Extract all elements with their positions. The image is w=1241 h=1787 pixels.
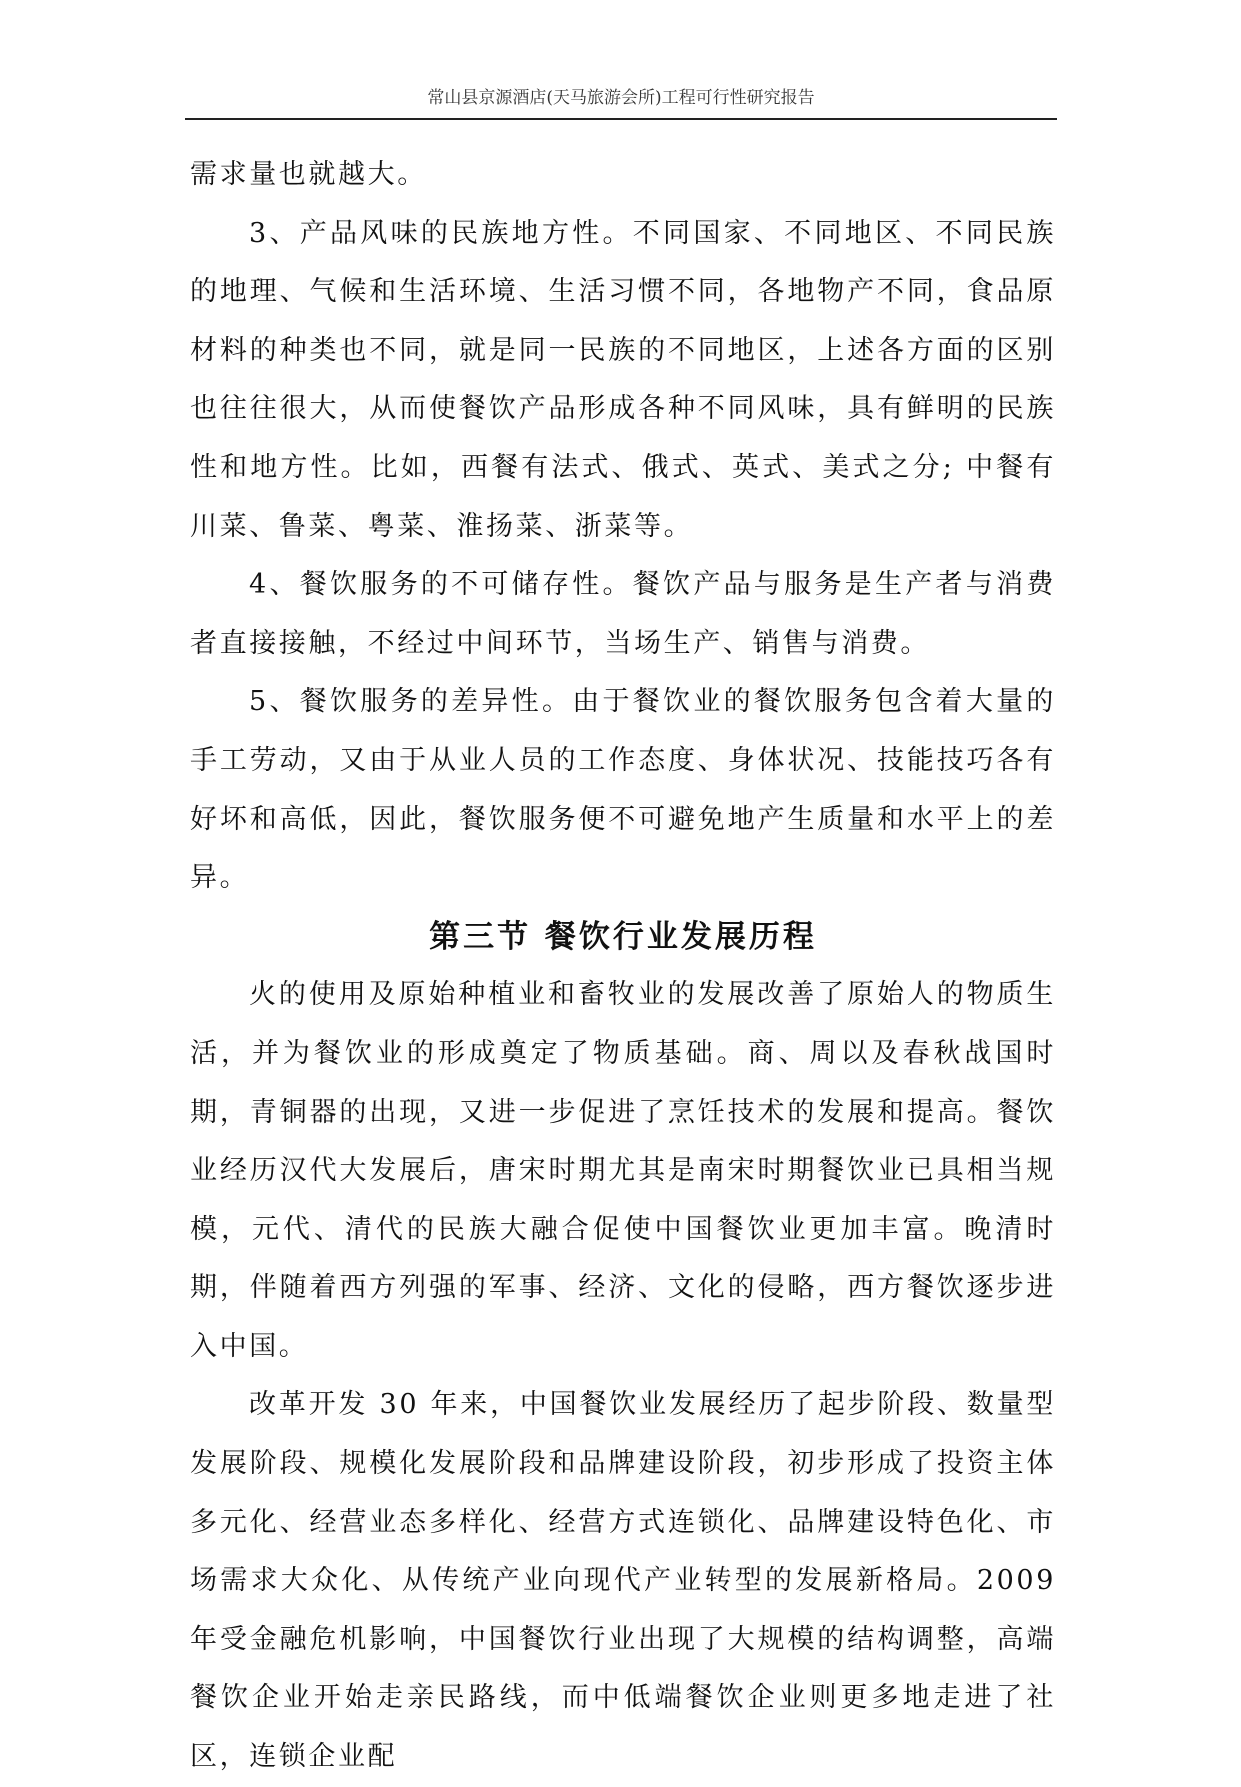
paragraph-continuation: 需求量也就越大。: [190, 159, 427, 190]
paragraph-service-variability: 5、餐饮服务的差异性。由于餐饮业的餐饮服务包含着大量的手工劳动，又由于从业人员的工作态度、身体状况、技能技巧各有好坏和高低，因此，餐饮服务便不可避免地产生质量和水平上的差异。: [190, 686, 1056, 894]
running-header: [185, 86, 1057, 120]
document-body: [190, 146, 1056, 1787]
paragraph-product-flavor: 3、产品风味的民族地方性。不同国家、不同地区、不同民族的地理、气候和生活环境、生活习惯不同，各地物产不同，食品原材料的种类也不同，就是同一民族的不同地区，上述各方面的区别也往往很大，从而使餐饮产品形成各种不同风味，具有鲜明的民族性和地方性。比如，西餐有法式、俄式、英式、美式之分; 中餐有川菜、鲁菜、粤菜、淮扬菜、浙菜等。: [190, 217, 1056, 542]
report-title: 常山县京源酒店(天马旅游会所)工程可行性研究报告: [427, 88, 815, 108]
paragraph-reform: 改革开发 30 年来，中国餐饮业发展经历了起步阶段、数量型发展阶段、规模化发展阶段和品牌建设阶段，初步形成了投资主体多元化、经营业态多样化、经营方式连锁化、品牌建设特色化、市场需求大众化、从传统产业向现代产业转型的发展新格局。2009 年受金融危机影响，中国餐饮行业出现了大规模的结构调整，高端餐饮企业开始走亲民路线，而中低端餐饮企业则更多地走进了社区，连锁企业配: [190, 1389, 1056, 1773]
paragraph-history: 火的使用及原始种植业和畜牧业的发展改善了原始人的物质生活，并为餐饮业的形成奠定了物质基础。商、周以及春秋战国时期，青铜器的出现，又进一步促进了烹饪技术的发展和提高。餐饮业经历汉代大发展后，唐宋时期尤其是南宋时期餐饮业已具相当规模，元代、清代的民族大融合促使中国餐饮业更加丰富。晚清时期，伴随着西方列强的军事、经济、文化的侵略，西方餐饮逐步进入中国。: [190, 979, 1056, 1362]
paragraph-non-storable: 4、餐饮服务的不可储存性。餐饮产品与服务是生产者与消费者直接接触，不经过中间环节，当场生产、销售与消费。: [190, 569, 1056, 659]
section-heading: 第三节 餐饮行业发展历程: [429, 918, 817, 955]
